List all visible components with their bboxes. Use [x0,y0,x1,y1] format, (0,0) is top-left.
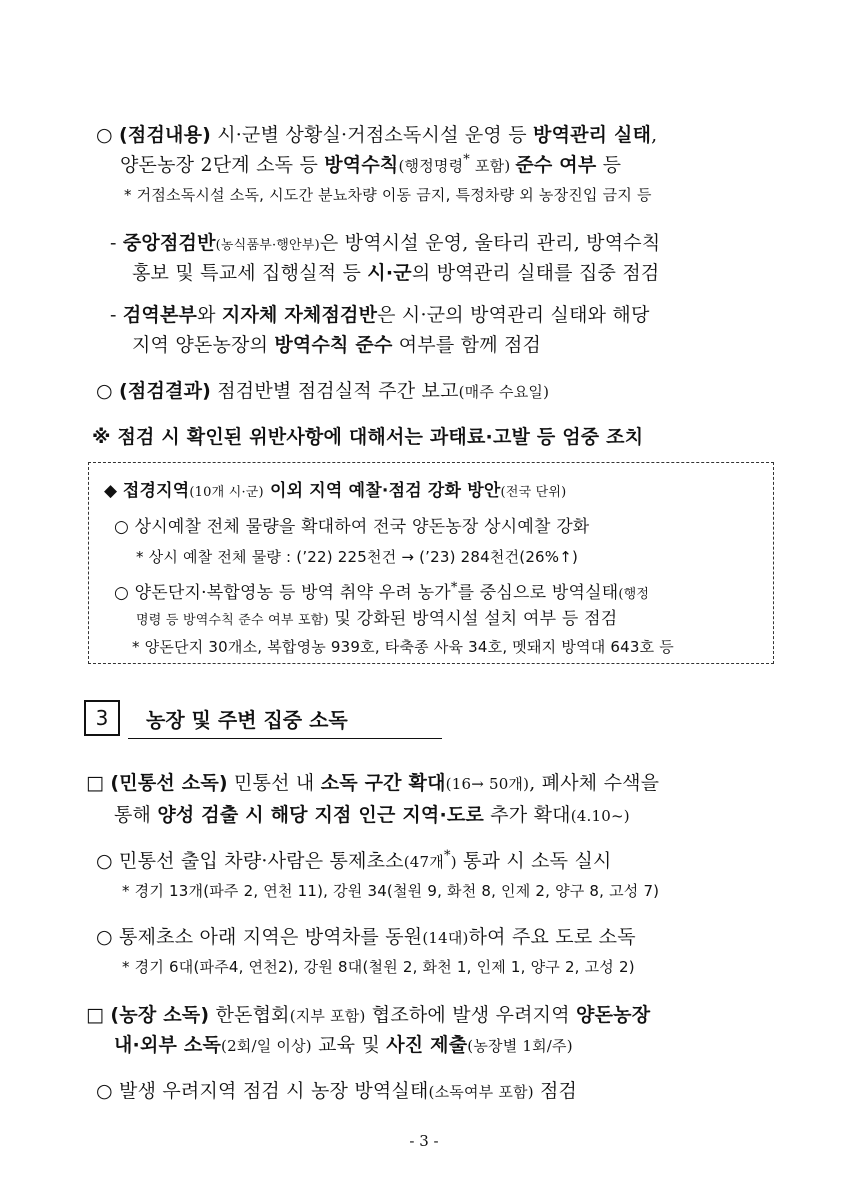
bullet-square: □ [86,1004,105,1026]
box-point1: ○ 상시예찰 전체 물량을 확대하여 전국 양돈농장 상시예찰 강화 [114,517,590,537]
section-number: 3 [84,700,120,736]
box-point2-note: * 양돈단지 30개소, 복합영농 939호, 타축종 사육 34호, 멧돼지 방역대 643호 등 [132,638,674,656]
bullet-circle: ○ [96,850,113,872]
box-point2-line1: ○ 양돈단지·복합영농 등 방역 취약 우려 농가*를 중심으로 방역실태(행정 [114,580,650,603]
footnote-disinfection: * 거점소독시설 소독, 시도간 분뇨차량 이동 금지, 특정차량 외 농장진입 금지 등 [124,186,652,204]
checkpoint-line: ○ 민통선 출입 차량·사람은 통제초소(47개*) 통과 시 소독 실시 [96,848,612,872]
quarantine-team-line2: 지역 양돈농장의 방역수칙 준수 여부를 함께 점검 [132,334,542,356]
farm-disinfection-line2: 내·외부 소독(2회/일 이상) 교육 및 사진 제출(농장별 1회/주) [114,1034,573,1056]
bullet-circle: ○ [96,926,113,948]
inspection-result-line: ○ (점검결과) 점검반별 점검실적 주간 보고(매주 수요일) [96,380,550,402]
farm-disinfection-line1: □ (농장 소독) 한돈협회(지부 포함) 협조하에 발생 우려지역 양돈농장 [86,1004,651,1026]
dmz-disinfection-line2: 통해 양성 검출 시 해당 지점 인근 지역·도로 추가 확대(4.10~) [114,804,630,826]
central-team-line1: - 중앙점검반(농식품부·행안부)은 방역시설 운영, 울타리 관리, 방역수칙 [110,232,661,254]
page-number: - 3 - [409,1132,439,1150]
quarantine-team-line1: - 검역본부와 지자체 자체점검반은 시·군의 방역관리 실태와 해당 [110,304,650,326]
vehicle-line: ○ 통제초소 아래 지역은 방역차를 동원(14대)하여 주요 도로 소독 [96,926,636,948]
dmz-disinfection-line1: □ (민통선 소독) 민통선 내 소독 구간 확대(16→ 50개), 폐사체 수색을 [86,772,660,794]
inspection-content-line1: ○ (점검내용) 시·군별 상황실·거점소독시설 운영 등 방역관리 실태, [96,124,658,146]
bullet-square: □ [86,772,105,794]
bullet-circle: ○ [114,583,130,603]
inspection-content-label: (점검내용) [119,124,212,146]
risk-area-inspection-line: ○ 발생 우려지역 점검 시 농장 방역실태(소독여부 포함) 점검 [96,1080,578,1102]
bullet-circle: ○ [96,124,113,146]
diamond-icon: ◆ [104,481,118,501]
warning-note: ※ 점검 시 확인된 위반사항에 대해서는 과태료·고발 등 엄중 조치 [92,426,644,448]
inspection-content-line2: 양돈농장 2단계 소독 등 방역수칙(행정명령* 포함) 준수 여부 등 [120,152,622,176]
checkpoint-note: * 경기 13개(파주 2, 연천 11), 강원 34(철원 9, 화천 8, 인제 2, 양구 8, 고성 7) [122,882,660,900]
section-title-underline [128,738,442,739]
bullet-circle: ○ [96,380,113,402]
central-team-line2: 홍보 및 특교세 집행실적 등 시·군의 방역관리 실태를 집중 점검 [132,262,660,284]
box-heading: ◆ 접경지역(10개 시·군) 이외 지역 예찰·점검 강화 방안(전국 단위) [104,481,567,501]
box-point2-line2: 명령 등 방역수칙 준수 여부 포함) 및 강화된 방역시설 설치 여부 등 점검 [136,609,618,629]
bullet-circle: ○ [114,517,130,537]
vehicle-note: * 경기 6대(파주4, 연천2), 강원 8대(철원 2, 화천 1, 인제 1, 양구 2, 고성 2) [122,958,635,976]
section-title: 농장 및 주변 집중 소독 [146,708,348,732]
box-point1-note: * 상시 예찰 전체 물량 : (’22) 225천건 → (’23) 284천건(26%↑) [136,548,579,566]
bullet-circle: ○ [96,1080,113,1102]
